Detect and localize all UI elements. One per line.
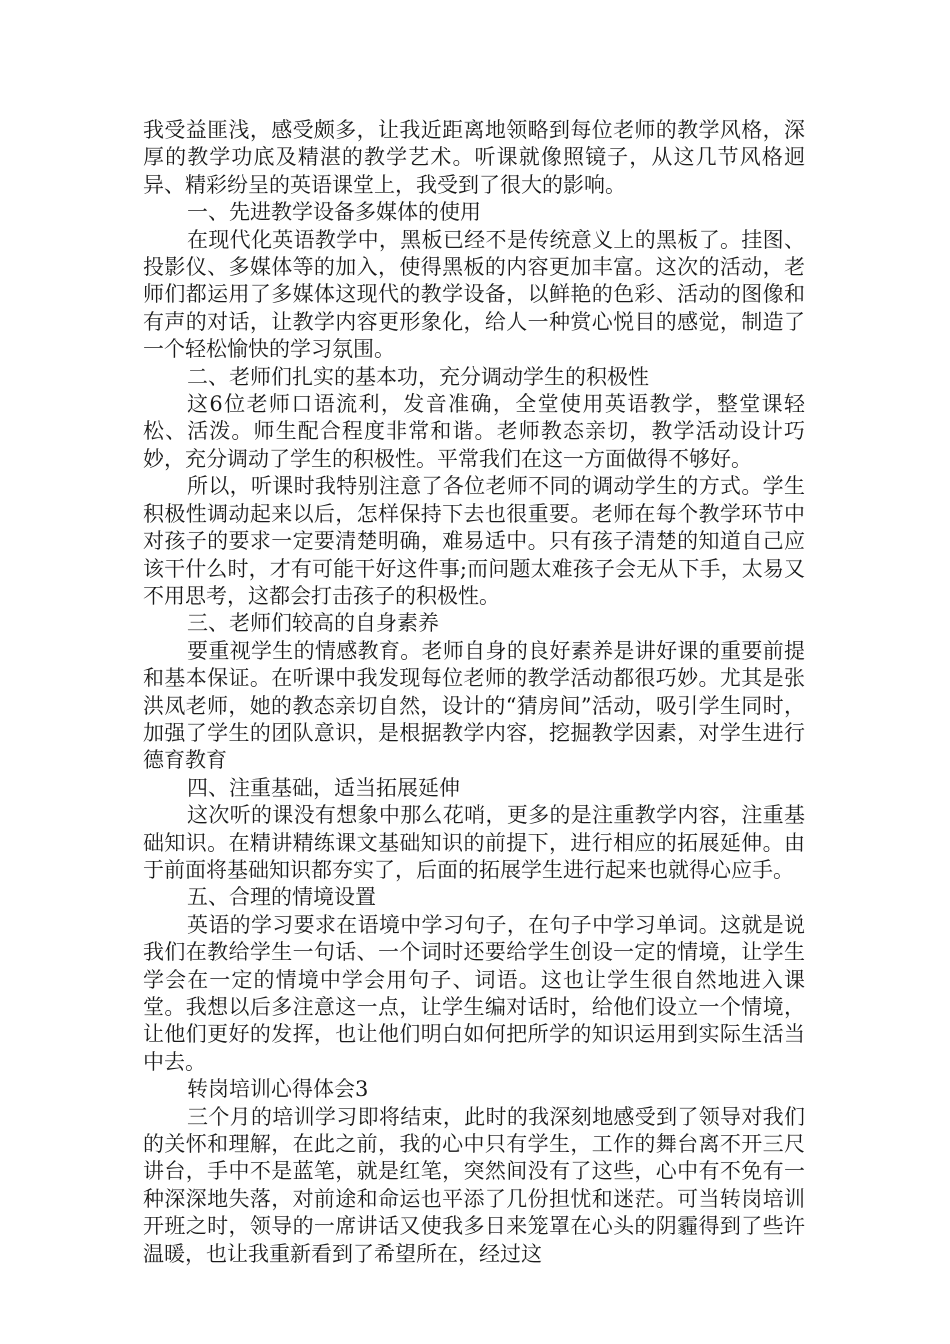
paragraph: 所以，听课时我特别注意了各位老师不同的调动学生的方式。学生积极性调动起来以后，怎样保持下去也很重要。老师在每个教学环节中对孩子的要求一定要清楚明确，难易适中。只有孩子清楚的知道自己应该干什么时，才有可能干好这件事;而问题太难孩子会无从下手，太易又不用思考，这都会打击孩子的积极性。	[143, 474, 805, 608]
section-heading: 五、合理的情境设置	[187, 885, 376, 910]
paragraph: 三个月的培训学习即将结束，此时的我深刻地感受到了领导对我们的关怀和理解，在此之前，我的心中只有学生，工作的舞台离不开三尺讲台，手中不是蓝笔，就是红笔，突然间没有了这些，心中有不免有一种深深地失落，对前途和命运也平添了几份担忧和迷茫。可当转岗培训开班之时，领导的一席讲话又使我多日来笼罩在心头的阴霾得到了些许温暖，也让我重新看到了希望所在，经过这	[143, 1104, 805, 1266]
section-heading: 二、老师们扎实的基本功，充分调动学生的积极性	[187, 364, 649, 389]
article-title: 转岗培训心得体会3	[187, 1077, 369, 1102]
section-heading: 三、老师们较高的自身素养	[187, 611, 439, 636]
paragraph: 这次听的课没有想象中那么花哨，更多的是注重教学内容，注重基础知识。在精讲精练课文基础知识的前提下，进行相应的拓展延伸。由于前面将基础知识都夯实了，后面的拓展学生进行起来也就得心应手。	[143, 803, 805, 882]
paragraph: 这6位老师口语流利，发音准确，全堂使用英语教学，整堂课轻松、活泼。师生配合程度非常和谐。老师教态亲切，教学活动设计巧妙，充分调动了学生的积极性。平常我们在这一方面做得不够好。	[143, 392, 805, 471]
section-heading: 四、注重基础，适当拓展延伸	[187, 775, 460, 800]
paragraph: 英语的学习要求在语境中学习句子，在句子中学习单词。这就是说我们在教给学生一句话、一个词时还要给学生创设一定的情境，让学生学会在一定的情境中学会用句子、词语。这也让学生很自然地进入课堂。我想以后多注意这一点，让学生编对话时，给他们设立一个情境，让他们更好的发挥，也让他们明白如何把所学的知识运用到实际生活当中去。	[143, 912, 805, 1074]
document-body	[143, 117, 805, 1268]
section-heading: 一、先进教学设备多媒体的使用	[187, 200, 481, 225]
paragraph: 在现代化英语教学中，黑板已经不是传统意义上的黑板了。挂图、投影仪、多媒体等的加入，使得黑板的内容更加丰富。这次的活动，老师们都运用了多媒体这现代的教学设备，以鲜艳的色彩、活动的图像和有声的对话，让教学内容更形象化，给人一种赏心悦目的感觉，制造了一个轻松愉快的学习氛围。	[143, 227, 805, 362]
paragraph: 要重视学生的情感教育。老师自身的良好素养是讲好课的重要前提和基本保证。在听课中我发现每位老师的教学活动都很巧妙。尤其是张洪凤老师，她的教态亲切自然，设计的“猜房间”活动，吸引学生同时，加强了学生的团队意识，是根据教学内容，挖掘教学因素，对学生进行德育教育	[143, 638, 805, 773]
paragraph: 我受益匪浅，感受颇多，让我近距离地领略到每位老师的教学风格，深厚的教学功底及精湛的教学艺术。听课就像照镜子，从这几节风格迥异、精彩纷呈的英语课堂上，我受到了很大的影响。	[143, 118, 805, 197]
